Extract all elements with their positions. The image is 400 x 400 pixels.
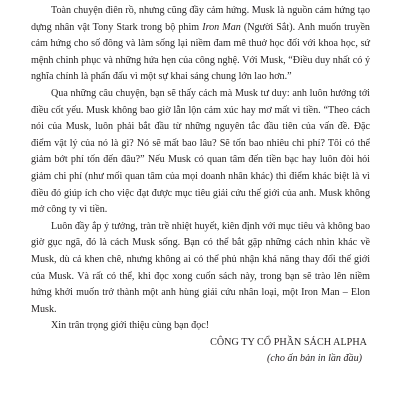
publisher-signature [31, 335, 370, 368]
movie-title: Iron Man [202, 21, 241, 33]
paragraph-1-text-before: Toàn chuyện điên rồ, nhưng cũng đầy cảm hứng. Musk là nguồn cảm hứng tạo dựng nhân vật Tony Stark trong bộ phim [31, 5, 370, 33]
paragraph-iron-man [31, 3, 370, 86]
publisher-name: CÔNG TY CỔ PHẦN SÁCH ALPHA [210, 336, 367, 348]
paragraph-1-text-after: (Người Sắt). Anh muốn truyền cảm hứng cho số đông và làm sống lại niềm đam mê thuở học đối với khoa học, sứ mệnh chinh phục và những hứa hẹn của công nghệ. Với Musk, “Điều duy nhất có ý nghĩa chính là phấn đấu vì một sự khai sáng chung lớn lao hơn.” [31, 21, 370, 83]
paragraph-musk-thinking: Qua những câu chuyện, bạn sẽ thấy cách mà Musk tư duy: anh luôn hướng tới điều cốt yếu. Musk không bao giờ lẫn lộn cảm xúc hay mơ mất vì tiền. “Theo cách nói của Musk, luôn phải bắt đầu từ những nguyên tắc đầu tiên của vấn đề. Đặc điểm vật lý của nó là gì? Nó sẽ mất bao lâu? Sẽ tốn bao nhiêu chi phí? Tôi có thể giảm bớt phí tốn đến đâu?” Nếu Musk có quan tâm đến tiền bạc hay luôn đòi hỏi giảm chi phí (như mối quan tâm của mọi doanh nhân khác) thì điểm khác biệt là vì điều đó giúp ích cho việc đạt được mục tiêu giải cứu thế giới của anh. Musk không mở công ty vì tiền. [31, 87, 370, 216]
edition-note: (cho ấn bản in lần đầu) [266, 353, 362, 365]
paragraph-musk-life: Luôn đầy ắp ý tưởng, tràn trề nhiệt huyết, kiên định với mục tiêu và không bao giờ gục ngã, đó là cách Musk sống. Bạn có thể bắt gặp những cách nhìn khác về Musk, dù cả khen chê, nhưng không ai có thể phủ nhận khả năng thay đổi thế giới của Musk. Và rất có thể, khi đọc xong cuốn sách này, trong bạn sẽ trào lên niềm hứng khởi muốn trở thành một anh hùng giải cứu nhân loại, một Iron Man – Elon Musk. [31, 220, 370, 315]
paragraph-introduction: Xin trân trọng giới thiệu cùng bạn đọc! [51, 320, 210, 332]
